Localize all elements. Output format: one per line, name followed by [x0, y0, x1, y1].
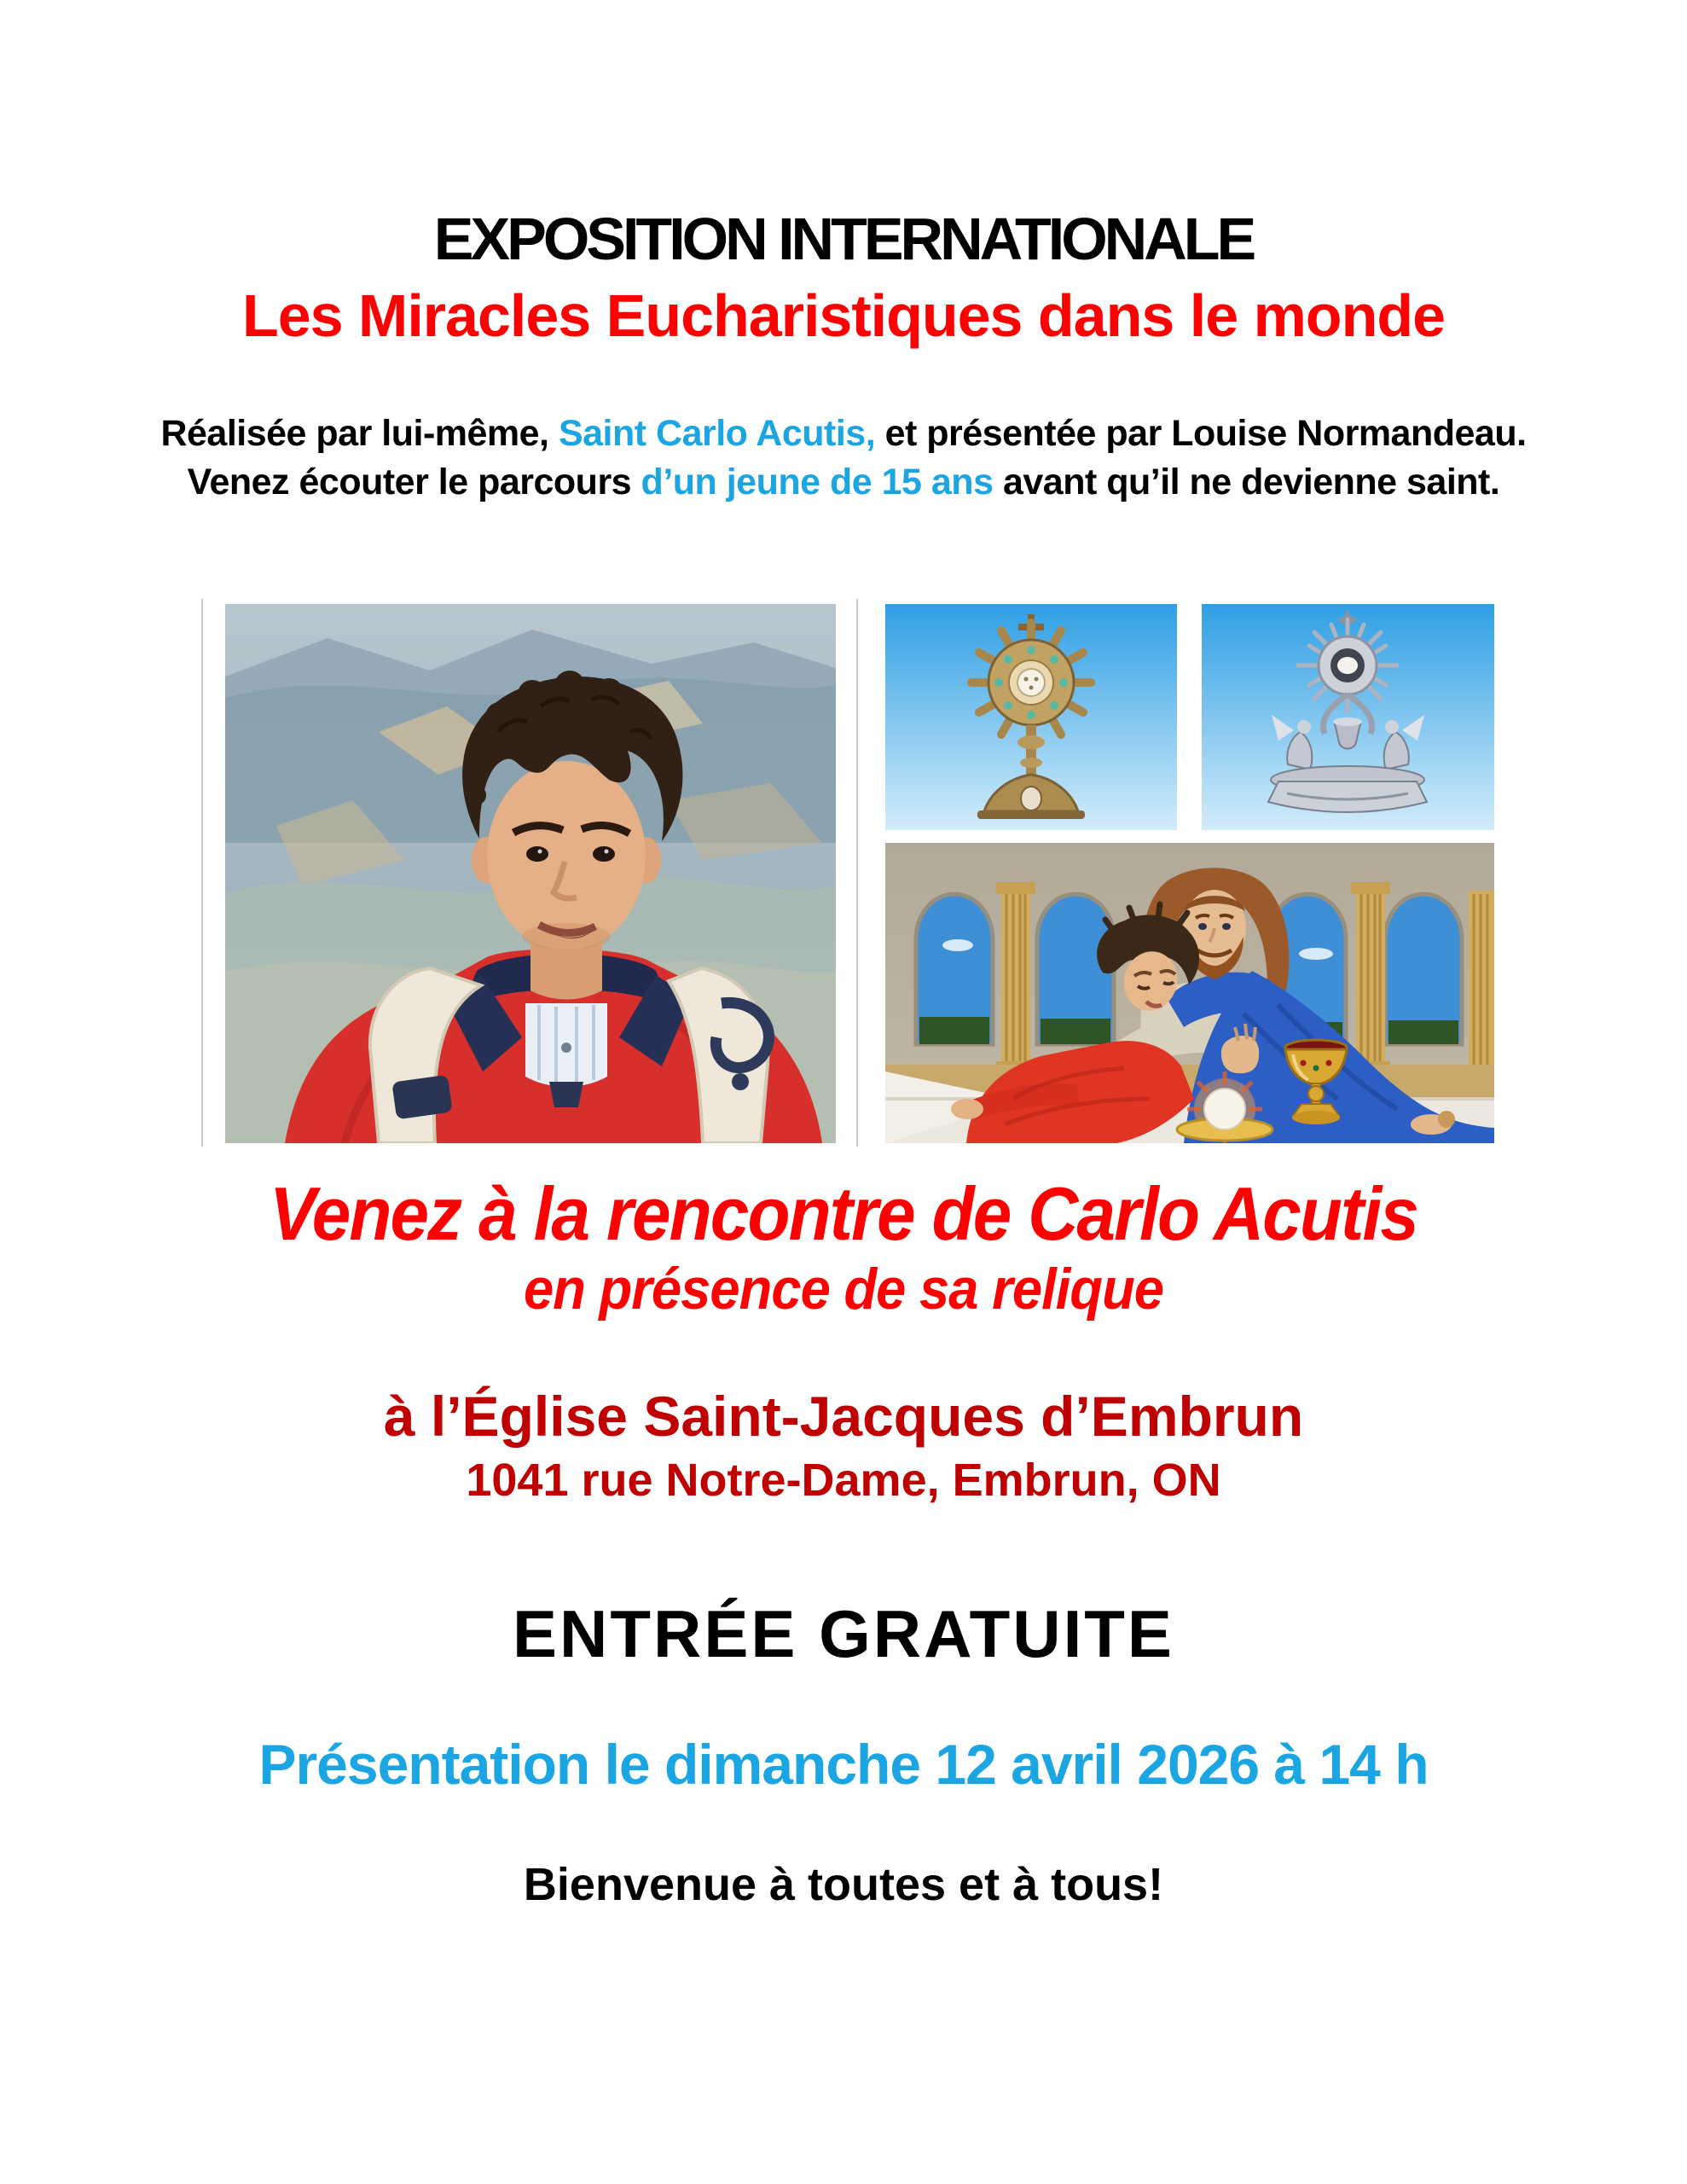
- invitation-line-1: Venez à la rencontre de Carlo Acutis: [269, 1171, 1417, 1256]
- painting-illustration: [885, 843, 1494, 1143]
- intro-line-2-tail: avant qu’il ne devienne saint.: [993, 462, 1500, 502]
- monstrance-right-illustration: [1202, 604, 1494, 830]
- monstrance-left-image: [885, 604, 1177, 830]
- venue-name: à l’Église Saint-Jacques d’Embrun: [383, 1385, 1304, 1448]
- invitation-line-2: en présence de sa relique: [523, 1257, 1164, 1321]
- intro-line-1-highlight: Saint Carlo Acutis,: [558, 413, 876, 454]
- venue-address: 1041 rue Notre-Dame, Embrun, ON: [466, 1455, 1221, 1506]
- intro-line-2-lead: Venez écouter le parcours: [187, 462, 641, 502]
- intro-line-1-lead: Réalisée par lui-même,: [160, 413, 559, 454]
- intro-line-2-highlight: d’un jeune de 15 ans: [641, 462, 994, 502]
- intro-line-1-tail: et présentée par Louise Normandeau.: [875, 413, 1527, 454]
- intro-paragraph: [0, 410, 1687, 507]
- poster-subtitle: Les Miracles Eucharistiques dans le monde: [241, 282, 1446, 349]
- painting-image: [885, 843, 1494, 1143]
- monstrance-left-illustration: [885, 604, 1177, 830]
- poster-title: EXPOSITION INTERNATIONALE: [433, 206, 1254, 272]
- left-divider-line: [201, 599, 203, 1147]
- monstrance-right-image: [1202, 604, 1494, 830]
- carlo-photo-illustration: [225, 604, 836, 1143]
- welcome-text: Bienvenue à toutes et à tous!: [523, 1859, 1164, 1910]
- middle-divider-line: [856, 599, 858, 1147]
- carlo-photo: [225, 604, 836, 1143]
- presentation-schedule: Présentation le dimanche 12 avril 2026 à 14 h: [258, 1733, 1429, 1796]
- intro-line-2: [0, 458, 1687, 507]
- free-admission-text: ENTRÉE GRATUITE: [513, 1596, 1174, 1671]
- intro-line-1: [0, 410, 1687, 458]
